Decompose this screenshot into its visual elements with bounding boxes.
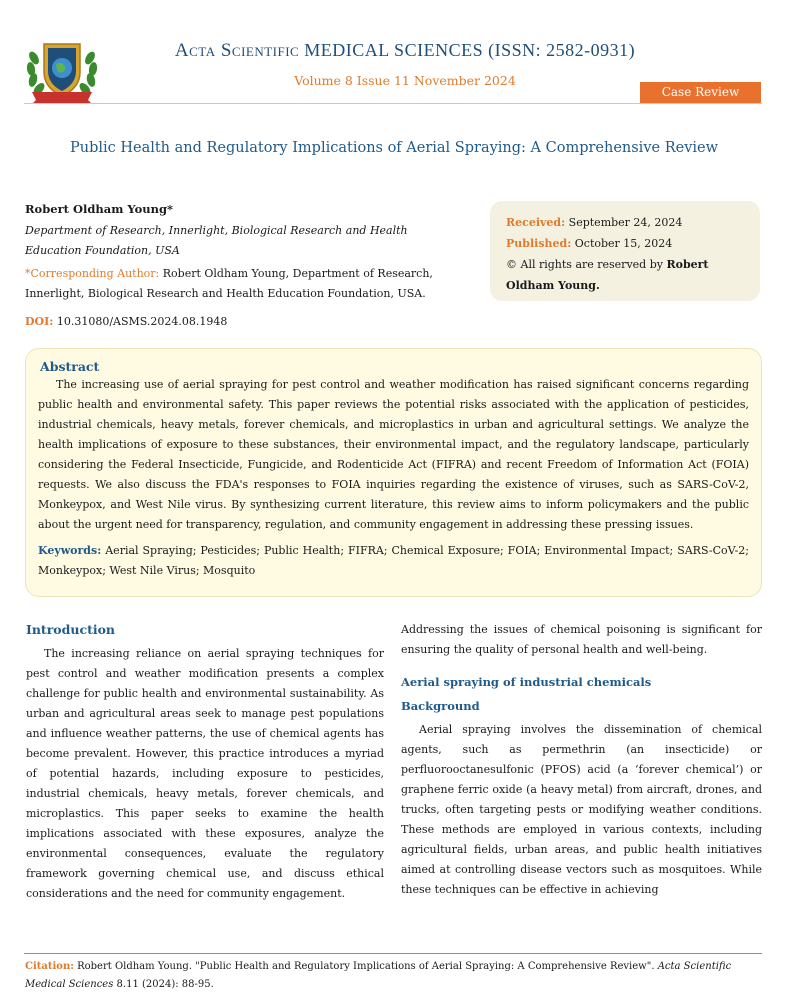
dates-box xyxy=(490,201,760,301)
rights-prefix: © All rights are reserved by xyxy=(506,258,663,271)
introduction-text: The increasing reliance on aerial spraying techniques for pest control and weather modification presents a complex challenge for public health and environmental sustainability. As urban and agricultural areas seek to manage pest populations and influence weather patterns, the use of chemical agents has become prevalent. However, this practice introduces a myriad of potential hazards, including exposure to pesticides, industrial chemicals, heavy metals, forever chemicals, and microplastics. This paper seeks to examine the health implications associated with these exposures, analyze the environmental consequences, evaluate the regulatory framework governing chemical use, and discuss ethical considerations and the need for community engagement. xyxy=(26,647,384,900)
published-date: October 15, 2024 xyxy=(574,237,673,250)
right-column xyxy=(401,620,762,900)
published-label: Published: xyxy=(506,237,572,250)
received-line xyxy=(506,212,744,233)
published-line xyxy=(506,233,744,254)
corresponding-author xyxy=(25,264,455,304)
rights-line xyxy=(506,254,744,296)
citation-text: Robert Oldham Young. "Public Health and Regulatory Implications of Aerial Spraying: A Comprehensive Review". xyxy=(77,961,655,972)
issue-info: Volume 8 Issue 11 November 2024 xyxy=(294,73,516,88)
left-column xyxy=(26,620,384,904)
citation-label: Citation: xyxy=(25,961,74,972)
received-date: September 24, 2024 xyxy=(568,216,683,229)
keywords-label: Keywords: xyxy=(38,544,102,557)
abstract-text: The increasing use of aerial spraying for pest control and weather modification has raised significant concerns regarding public health and environmental safety. This paper reviews the potential risks associated with the application of pesticides, industrial chemicals, heavy metals, forever chemicals, and microplastics in urban and agricultural settings. We analyze the health implications of exposure to these substances, their environmental impact, and the regulatory landscape, particularly considering the Federal Insecticide, Fungicide, and Rodenticide Act (FIFRA) and recent Freedom of Information Act (FOIA) requests. We also discuss the FDA's responses to FOIA inquiries regarding the existence of viruses, such as SARS-CoV-2, Monkeypox, and West Nile virus. By synthesizing current literature, this review aims to inform policymakers and the public about the urgent need for transparency, regulation, and community engagement in addressing these pressing issues. xyxy=(38,378,749,531)
citation-details: 8.11 (2024): 88-95. xyxy=(116,979,214,990)
journal-title-suffix: MEDICAL SCIENCES (ISSN: 2582-0931) xyxy=(304,40,636,60)
journal-title-prefix: Acta Scientific xyxy=(174,40,300,61)
paper-title: Public Health and Regulatory Implications of Aerial Spraying: A Comprehensive Review xyxy=(69,140,719,156)
doi-line xyxy=(25,315,227,328)
doi-value[interactable]: 10.31080/ASMS.2024.08.1948 xyxy=(56,315,228,328)
journal-title xyxy=(170,40,640,62)
abstract-heading: Abstract xyxy=(40,359,100,374)
author-name: Robert Oldham Young* xyxy=(25,202,174,216)
author-affiliation: Department of Research, Innerlight, Biological Research and Health Education Foundation, USA xyxy=(25,224,408,257)
corresponding-label: *Corresponding Author: xyxy=(25,267,160,280)
section-heading: Aerial spraying of industrial chemicals xyxy=(401,675,652,689)
header-divider xyxy=(24,103,762,104)
background-heading: Background xyxy=(401,699,480,713)
journal-logo xyxy=(24,34,100,106)
doi-label: DOI: xyxy=(25,315,54,328)
intro-continued-text: Addressing the issues of chemical poisoning is significant for ensuring the quality of personal health and well-being. xyxy=(401,623,762,656)
citation-journal: Acta Scientific Medical Sciences xyxy=(25,961,732,990)
article-type-badge: Case Review xyxy=(640,82,761,103)
corresponding-text: Robert Oldham Young, Department of Research, Innerlight, Biological Research and Health Education Foundation, USA. xyxy=(25,267,433,300)
received-label: Received: xyxy=(506,216,566,229)
background-text: Aerial spraying involves the dissemination of chemical agents, such as permethrin (an insecticide) or perfluorooctanesulfonic (PFOS) acid (a ‘forever chemical’) or graphene ferric oxide (a heavy metal) from aircraft, drones, and trucks, often targeting pests or modifying weather conditions. These methods are employed in various contexts, including agricultural fields, urban areas, and public health initiatives aimed at controlling disease vectors such as mosquitoes. While these techniques can be effective in achieving xyxy=(401,723,762,896)
introduction-heading: Introduction xyxy=(26,622,116,637)
citation xyxy=(25,958,762,994)
footer-divider xyxy=(24,953,762,954)
keywords-text: Aerial Spraying; Pesticides; Public Health; FIFRA; Chemical Exposure; FOIA; Environmental Impact; SARS-CoV-2; Monkeypox; West Nile Virus; Mosquito xyxy=(38,544,750,577)
abstract-box xyxy=(25,348,762,597)
author-block xyxy=(25,199,455,304)
keywords xyxy=(38,541,749,581)
rights-holder: Robert Oldham Young. xyxy=(506,258,709,292)
